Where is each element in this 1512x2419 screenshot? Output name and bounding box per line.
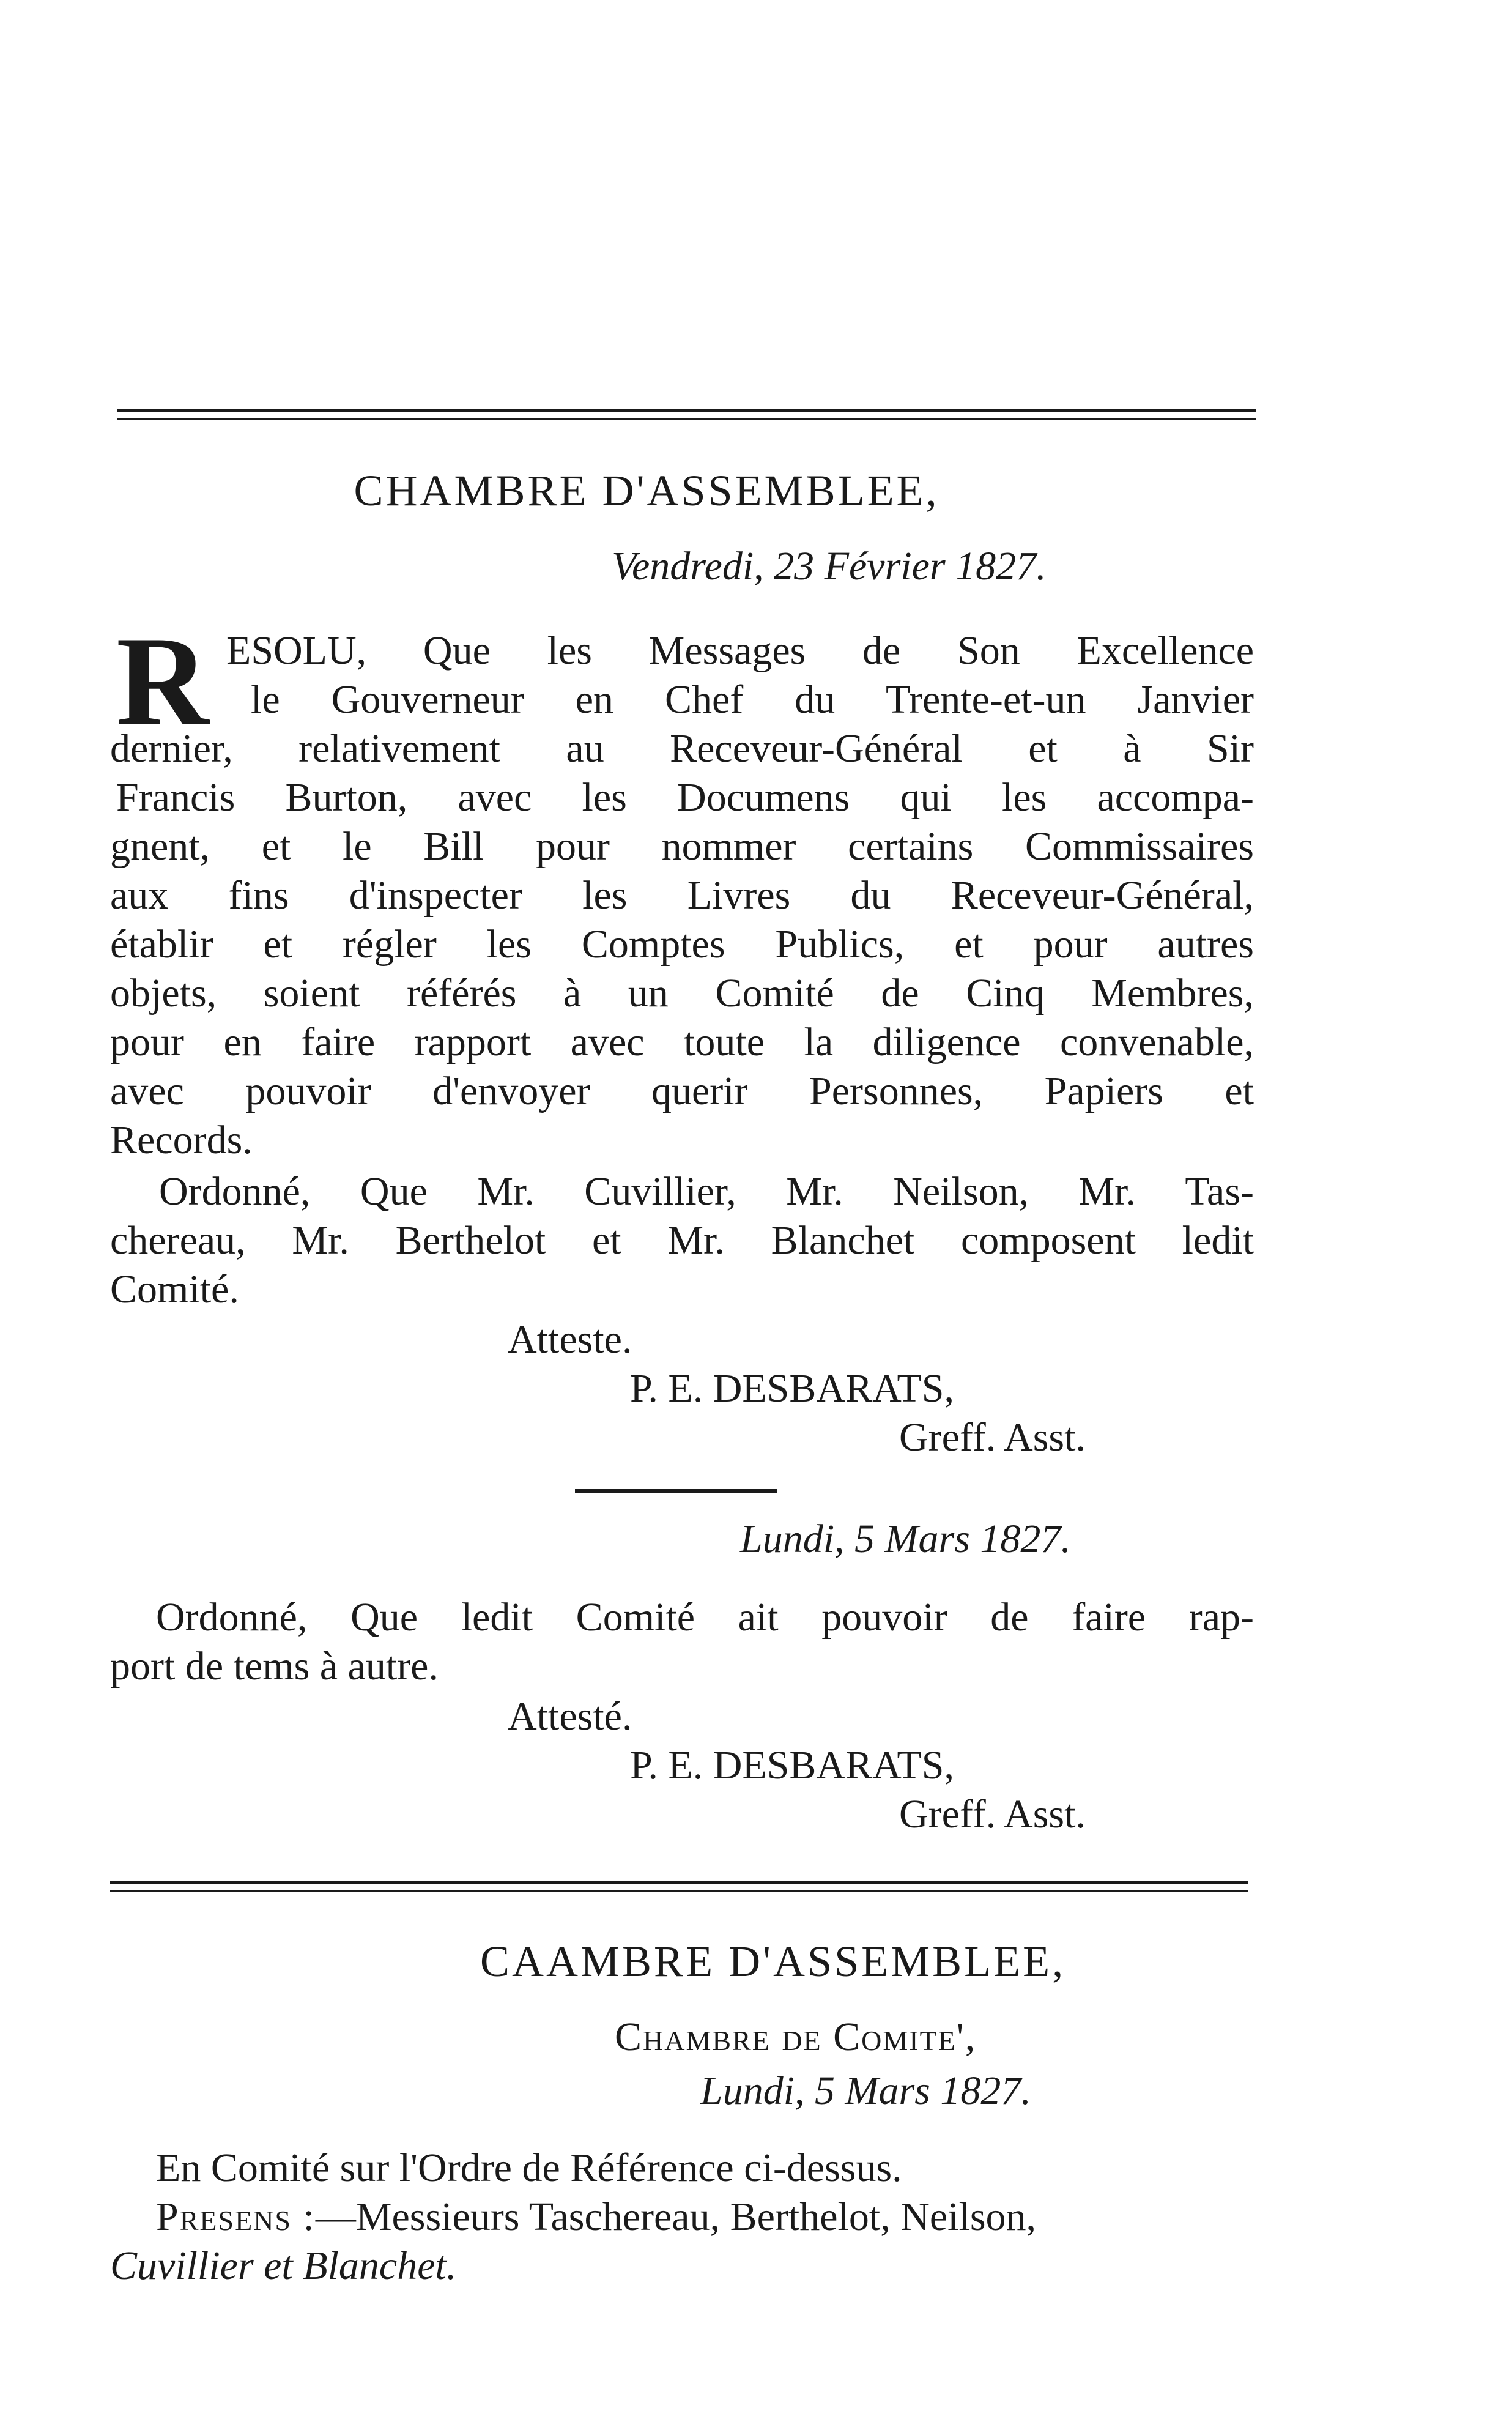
drop-cap-r: R [116,611,209,752]
presens-line-1 [156,2193,1036,2242]
middle-rule-thin [110,1890,1248,1892]
section3-subheading: Chambre de Comite', [615,2015,977,2059]
section-separator [575,1489,777,1493]
presens-label: Presens : [156,2194,316,2239]
section2-atteste: Attesté. [508,1694,632,1739]
top-rule [117,409,1256,412]
top-rule-thin [117,418,1256,420]
section2-ordonne-line-2: port de tems à autre. [110,1644,439,1689]
resolu-line-1: ESOLU, Que les Messages de Son Excellence [226,628,1254,673]
resolu-line-4: Francis Burton, avec les Documens qui les accompa- [116,775,1254,820]
ordonne-line-1: Ordonné, Que Mr. Cuvillier, Mr. Neilson, Mr. Tas- [159,1169,1254,1214]
resolu-line-5: gnent, et le Bill pour nommer certains Commissaires [110,824,1254,869]
resolu-line-10: avec pouvoir d'envoyer querir Personnes, Papiers et [110,1069,1254,1113]
ordonne-line-3: Comité. [110,1267,239,1312]
presens-names: —Messieurs Taschereau, Berthelot, Neilson, [315,2194,1037,2239]
resolu-line-8: objets, soient référés à un Comité de Cinq Membres, [110,971,1254,1016]
section1-heading: CHAMBRE D'ASSEMBLEE, [354,466,939,515]
section1-atteste: Atteste. [508,1317,632,1362]
section2-ordonne-line-1: Ordonné, Que ledit Comité ait pouvoir de faire rap- [156,1595,1254,1640]
section2-date: Lundi, 5 Mars 1827. [740,1517,1071,1561]
section1-title: Greff. Asst. [899,1415,1086,1460]
resolu-line-2: le Gouverneur en Chef du Trente-et-un Janvier [251,677,1254,722]
resolu-line-7: établir et régler les Comptes Publics, et pour autres [110,922,1254,967]
ordonne-line-2: chereau, Mr. Berthelot et Mr. Blanchet composent ledit [110,1218,1254,1263]
section1-date: Vendredi, 23 Février 1827. [612,544,1047,589]
section2-signatory: P. E. DESBARATS, [630,1743,954,1788]
resolu-line-11: Records. [110,1118,253,1162]
resolu-line-3: dernier, relativement au Receveur-Général et à Sir [110,726,1254,771]
section3-date: Lundi, 5 Mars 1827. [700,2068,1031,2113]
section1-signatory: P. E. DESBARATS, [630,1366,954,1411]
resolu-line-9: pour en faire rapport avec toute la diligence convenable, [110,1020,1254,1065]
resolu-line-6: aux fins d'inspecter les Livres du Receveur-Général, [110,873,1254,918]
section2-title: Greff. Asst. [899,1792,1086,1837]
middle-rule [110,1881,1248,1884]
section3-heading: CAAMBRE D'ASSEMBLEE, [480,1937,1066,1986]
comite-line: En Comité sur l'Ordre de Référence ci-dessus. [156,2146,902,2190]
presens-line-2: Cuvillier et Blanchet. [110,2243,457,2288]
